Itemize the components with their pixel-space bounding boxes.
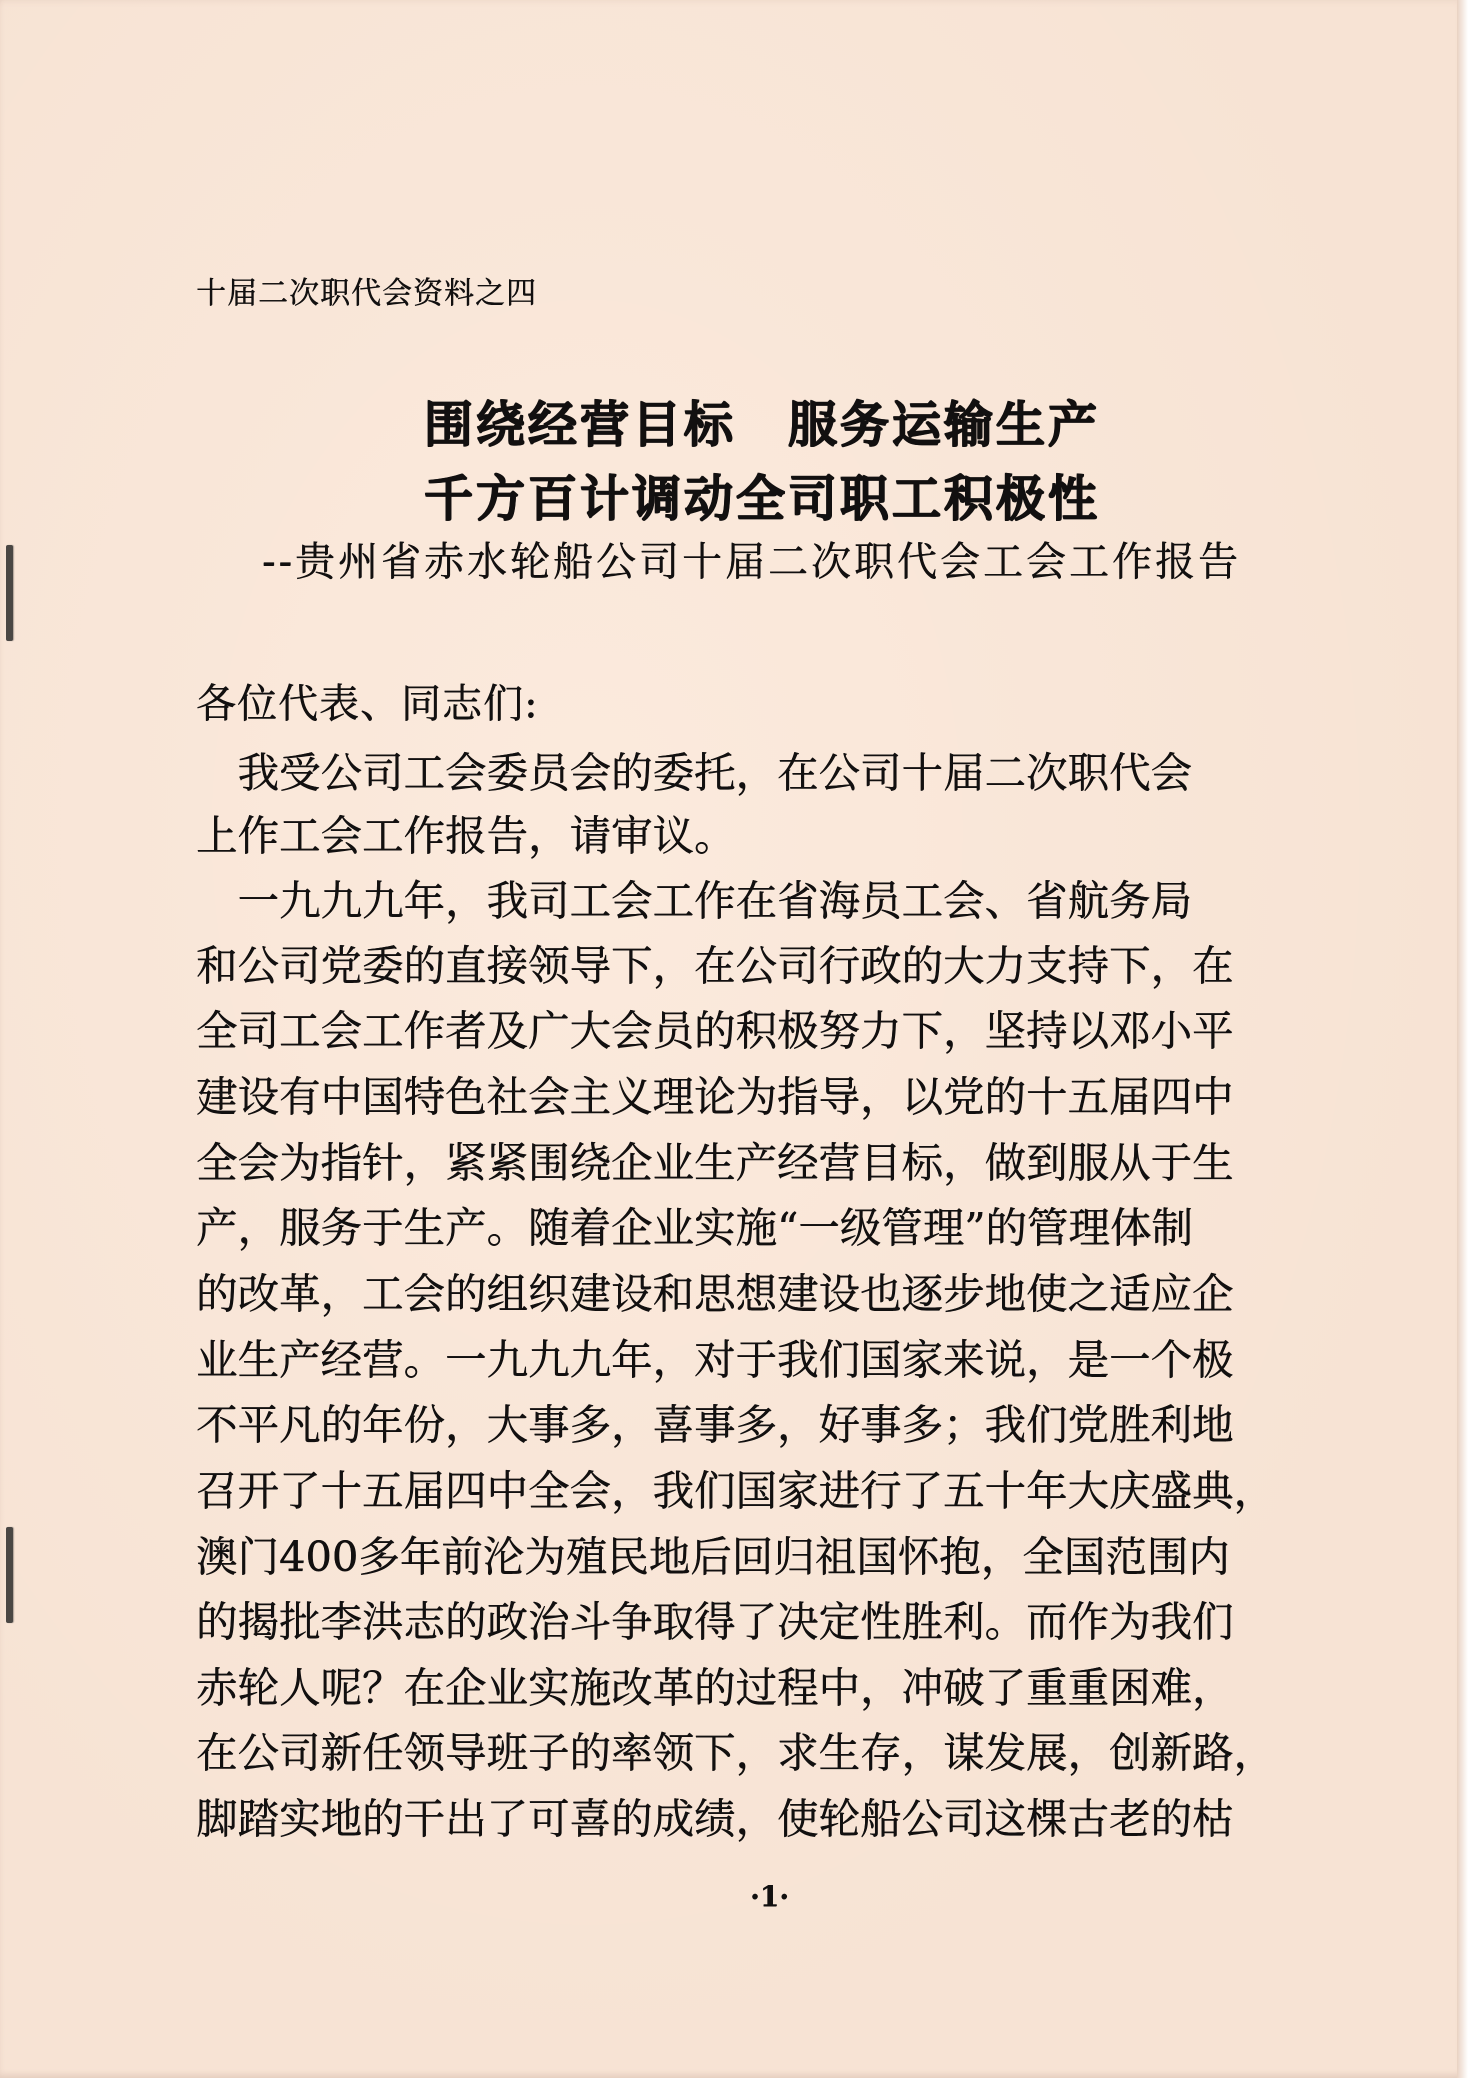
body-line: 脚踏实地的干出了可喜的成绩，使轮船公司这棵古老的枯 (196, 1794, 1234, 1843)
body-line: 业生产经营。一九九九年，对于我们国家来说，是一个极 (196, 1335, 1234, 1384)
body-line: 全会为指针，紧紧围绕企业生产经营目标，做到服从于生 (196, 1138, 1234, 1187)
body-line: 我受公司工会委员会的委托，在公司十届二次职代会 (196, 748, 1193, 797)
body-line: 产，服务于生产。随着企业实施“一级管理”的管理体制 (196, 1203, 1193, 1252)
body-line: 召开了十五届四中全会，我们国家进行了五十年大庆盛典， (196, 1466, 1276, 1515)
body-line: 赤轮人呢？在企业实施改革的过程中，冲破了重重困难， (196, 1663, 1234, 1712)
binding-staple-bottom (6, 1527, 13, 1623)
body-line: 在公司新任领导班子的率领下，求生存，谋发展，创新路， (196, 1728, 1276, 1777)
salutation: 各位代表、同志们: (196, 681, 539, 727)
body-line: 一九九九年，我司工会工作在省海员工会、省航务局 (196, 876, 1193, 925)
body-line: 的改革，工会的组织建设和思想建设也逐步地使之适应企 (196, 1269, 1234, 1318)
page-edge (1457, 0, 1468, 2078)
body-line: 和公司党委的直接领导下，在公司行政的大力支持下，在 (196, 941, 1234, 990)
body-line: 的揭批李洪志的政治斗争取得了决定性胜利。而作为我们 (196, 1597, 1234, 1646)
title-line-1: 围绕经营目标 服务运输生产 (423, 396, 1100, 453)
body-line: 澳门400多年前沦为殖民地后回归祖国怀抱，全国范围内 (196, 1532, 1230, 1581)
body-line: 全司工会工作者及广大会员的积极努力下，坚持以邓小平 (196, 1006, 1234, 1055)
body-line: 上作工会工作报告，请审议。 (196, 811, 736, 860)
body-line: 建设有中国特色社会主义理论为指导，以党的十五届四中 (196, 1072, 1234, 1121)
title-line-2: 千方百计调动全司职工积极性 (423, 470, 1100, 527)
body-line: 不平凡的年份，大事多，喜事多，好事多；我们党胜利地 (196, 1400, 1234, 1449)
page-number: ·1· (750, 1880, 789, 1913)
document-series-label: 十届二次职代会资料之四 (196, 276, 537, 311)
binding-staple-top (6, 545, 13, 641)
report-subtitle: --贵州省赤水轮船公司十届二次职代会工会工作报告 (262, 539, 1242, 585)
